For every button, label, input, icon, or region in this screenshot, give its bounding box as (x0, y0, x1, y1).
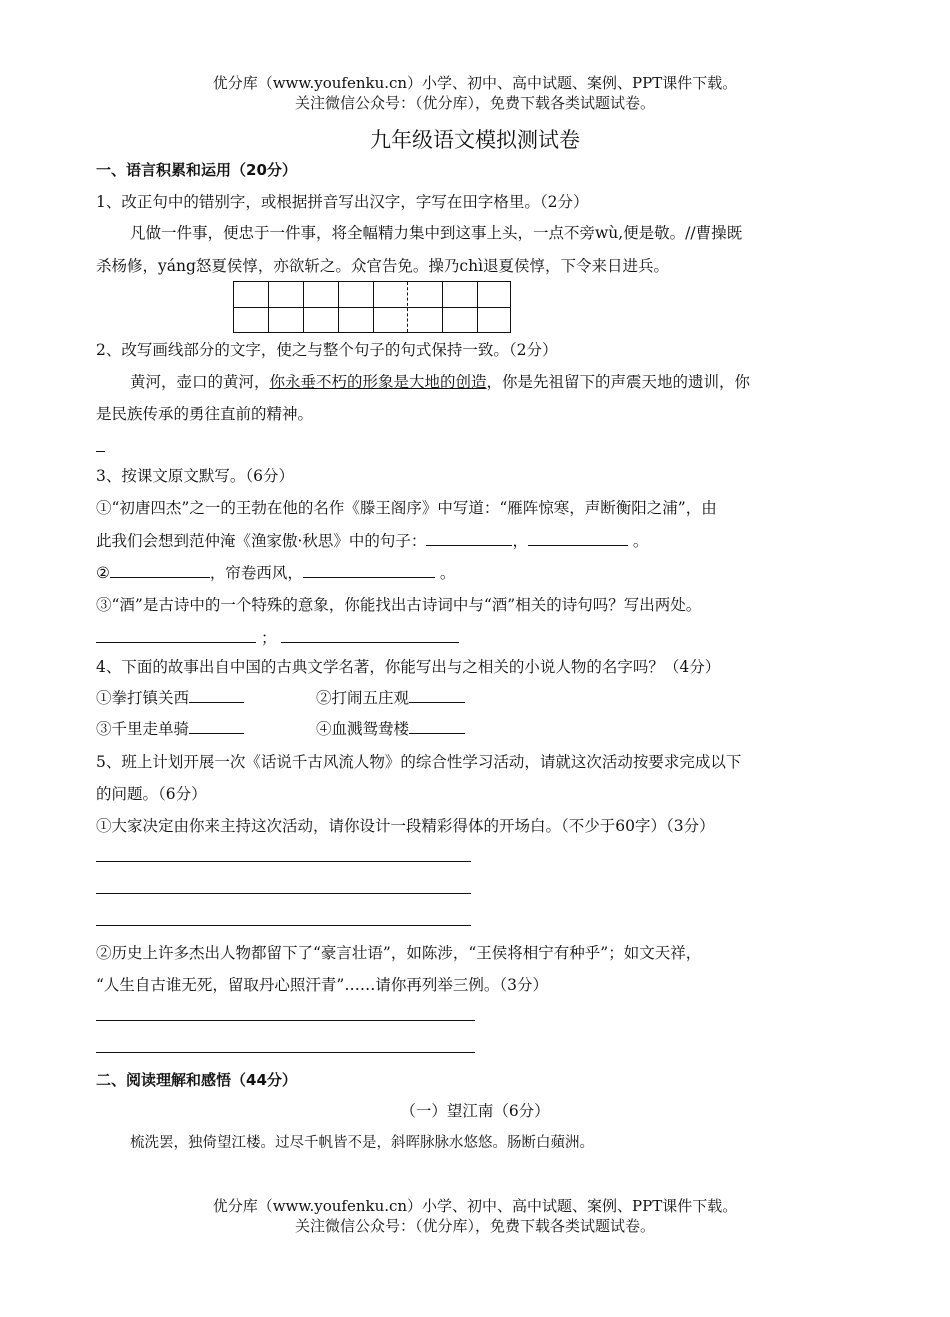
q3-b-prefix: ② (96, 564, 110, 582)
q2-stem: 2、改写画线部分的文字，使之与整个句子的句式保持一致。（2分） (96, 341, 558, 359)
q4-item-3-label: ③千里走单骑 (96, 720, 190, 738)
q4-item-1 (96, 686, 244, 708)
q2-text-post: ，你是先祖留下的声震天地的遗训，你 (486, 373, 751, 391)
q4-item-2 (316, 686, 465, 708)
q4-stem: 4、下面的故事出自中国的古典文学名著，你能写出与之相关的小说人物的名字吗？（4分） (96, 658, 721, 676)
q4-item-1-label: ①拳打镇关西 (96, 689, 190, 707)
q3-a-prefix: 此我们会想到范仲淹《渔家傲·秋思》中的句子： (96, 532, 427, 550)
q5-sub-2-line-1: ②历史上许多杰出人物都留下了“豪言壮语”，如陈涉，“王侯将相宁有种乎”；如文天祥， (96, 944, 702, 962)
poem-title: （一）望江南（6分） (400, 1102, 550, 1120)
q3-a-blank-1[interactable] (426, 529, 512, 546)
q3-b-blank-2[interactable] (303, 561, 435, 578)
q3-c-blank-1[interactable] (96, 626, 256, 643)
q5-sub-1-answer-line[interactable] (96, 925, 471, 926)
q2-answer-line[interactable] (96, 451, 105, 452)
site-header-line-2: 关注微信公众号：（优分库），免费下载各类试题试卷。 (294, 94, 655, 112)
page-title: 九年级语文模拟测试卷 (370, 128, 580, 152)
q4-item-4 (316, 717, 465, 739)
q5-sub-2-answer-line[interactable] (96, 1052, 475, 1053)
q4-item-2-blank[interactable] (409, 686, 465, 703)
q2-text-line-1 (130, 370, 750, 392)
q3-a-comma: ， (512, 532, 528, 550)
q5-sub-2-line-2: “人生自古谁无死，留取丹心照汗青”……请你再列举三例。（3分） (96, 976, 548, 994)
q1-text-line-1: 凡做一件事，便忠于一件事，将全幅精力集中到这事上头，一点不旁wù,便是敬。//曹操既 (130, 224, 743, 242)
q4-item-3 (96, 717, 244, 739)
q4-item-2-label: ②打闹五庄观 (316, 689, 410, 707)
q4-item-1-blank[interactable] (189, 686, 244, 703)
q5-sub-1-answer-line[interactable] (96, 861, 471, 862)
q3-stem: 3、按课文原文默写。（6分） (96, 467, 294, 485)
tianzige-grid[interactable] (233, 281, 511, 333)
q3-b-blank-1[interactable] (110, 561, 210, 578)
site-header-line-1: 优分库（www.youfenku.cn）小学、初中、高中试题、案例、PPT课件下载。 (212, 74, 738, 92)
q5-stem-line-1: 5、班上计划开展一次《话说千古风流人物》的综合性学习活动，请就这次活动按要求完成以下 (96, 753, 742, 771)
q3-c-answer-line (96, 626, 459, 648)
q5-stem-line-2: 的问题。（6分） (96, 785, 207, 803)
q5-sub-2-answer-line[interactable] (96, 1020, 475, 1021)
q2-text-line-2: 是民族传承的勇往直前的精神。 (96, 405, 314, 423)
q4-item-4-blank[interactable] (409, 717, 465, 734)
q3-b-middle: ，帘卷西风， (209, 564, 303, 582)
q3-c-semicolon: ； (260, 629, 277, 647)
q3-c-line: ③“酒”是古诗中的一个特殊的意象，你能找出古诗词中与“酒”相关的诗句吗？写出两处。 (96, 596, 702, 614)
q3-c-blank-2[interactable] (281, 626, 459, 643)
q5-sub-1: ①大家决定由你来主持这次活动，请你设计一段精彩得体的开场白。（不少于60字）（3分） (96, 817, 715, 835)
q3-b-period: 。 (439, 564, 456, 582)
q3-b-line (96, 561, 455, 583)
q1-stem: 1、改正句中的错别字，或根据拼音写出汉字，字写在田字格里。（2分） (96, 193, 589, 211)
q1-text-line-2: 杀杨修，yáng怒夏侯惇，亦欲斩之。众官告免。操乃chì退夏侯惇，下令来日进兵。 (96, 257, 670, 275)
site-footer-line-2: 关注微信公众号：（优分库），免费下载各类试题试卷。 (294, 1217, 655, 1235)
q2-text-pre: 黄河，壶口的黄河， (130, 373, 270, 391)
site-footer-line-1: 优分库（www.youfenku.cn）小学、初中、高中试题、案例、PPT课件下载。 (212, 1197, 738, 1215)
q3-a-line-2 (96, 529, 648, 551)
q2-underlined-phrase: 你永垂不朽的形象是大地的创造 (269, 373, 487, 391)
q3-a-blank-2[interactable] (528, 529, 628, 546)
section-2-heading: 二、阅读理解和感悟（44分） (96, 1071, 297, 1089)
q3-a-line-1: ①“初唐四杰”之一的王勃在他的名作《滕王阁序》中写道：“雁阵惊寒，声断衡阳之浦”，由 (96, 499, 717, 517)
q5-sub-1-answer-line[interactable] (96, 893, 471, 894)
q3-a-period: 。 (632, 532, 649, 550)
poem-text: 梳洗罢，独倚望江楼。过尽千帆皆不是，斜晖脉脉水悠悠。肠断白蘋洲。 (130, 1135, 594, 1151)
section-1-heading: 一、语言积累和运用（20分） (96, 161, 297, 179)
q4-item-3-blank[interactable] (189, 717, 244, 734)
q4-item-4-label: ④血溅鸳鸯楼 (316, 720, 410, 738)
